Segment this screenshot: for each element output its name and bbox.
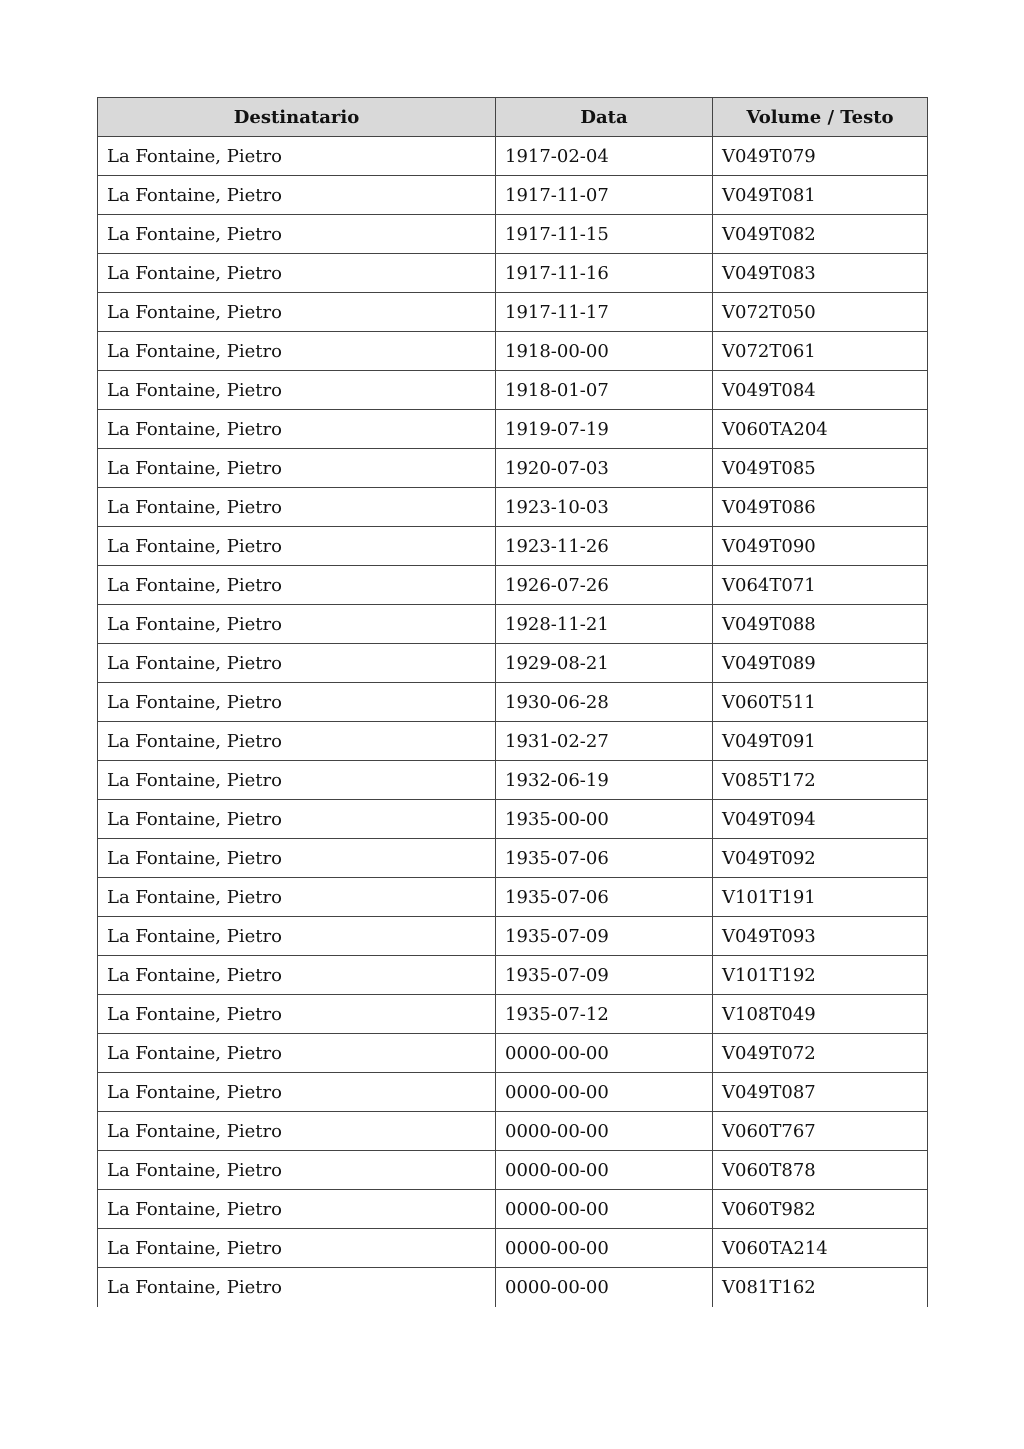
table-row xyxy=(98,1073,928,1112)
table-row xyxy=(98,371,928,410)
cell-volume-testo: V108T049 xyxy=(713,995,928,1034)
cell-volume-testo: V049T085 xyxy=(713,449,928,488)
table-row xyxy=(98,917,928,956)
cell-data: 0000-00-00 xyxy=(496,1034,713,1073)
cell-data: 1929-08-21 xyxy=(496,644,713,683)
cell-volume-testo: V101T192 xyxy=(713,956,928,995)
cell-volume-testo: V049T087 xyxy=(713,1073,928,1112)
cell-volume-testo: V085T172 xyxy=(713,761,928,800)
cell-volume-testo: V049T094 xyxy=(713,800,928,839)
cell-volume-testo: V049T088 xyxy=(713,605,928,644)
cell-data: 1935-00-00 xyxy=(496,800,713,839)
table-row xyxy=(98,956,928,995)
cell-destinatario: La Fontaine, Pietro xyxy=(98,1073,496,1112)
cell-destinatario: La Fontaine, Pietro xyxy=(98,800,496,839)
letters-table xyxy=(97,97,928,1307)
cell-destinatario: La Fontaine, Pietro xyxy=(98,527,496,566)
cell-data: 1917-11-07 xyxy=(496,176,713,215)
cell-volume-testo: V049T081 xyxy=(713,176,928,215)
cell-volume-testo: V049T072 xyxy=(713,1034,928,1073)
cell-data: 1917-11-17 xyxy=(496,293,713,332)
table-row xyxy=(98,254,928,293)
cell-destinatario: La Fontaine, Pietro xyxy=(98,605,496,644)
cell-destinatario: La Fontaine, Pietro xyxy=(98,332,496,371)
cell-volume-testo: V049T091 xyxy=(713,722,928,761)
cell-data: 0000-00-00 xyxy=(496,1073,713,1112)
cell-volume-testo: V064T071 xyxy=(713,566,928,605)
cell-destinatario: La Fontaine, Pietro xyxy=(98,1034,496,1073)
cell-volume-testo: V049T089 xyxy=(713,644,928,683)
cell-destinatario: La Fontaine, Pietro xyxy=(98,215,496,254)
cell-destinatario: La Fontaine, Pietro xyxy=(98,644,496,683)
table-row xyxy=(98,566,928,605)
cell-volume-testo: V060T982 xyxy=(713,1190,928,1229)
table-row xyxy=(98,527,928,566)
cell-destinatario: La Fontaine, Pietro xyxy=(98,137,496,176)
cell-data: 1917-11-16 xyxy=(496,254,713,293)
table-row xyxy=(98,722,928,761)
table-row xyxy=(98,1112,928,1151)
cell-data: 0000-00-00 xyxy=(496,1112,713,1151)
cell-data: 1918-00-00 xyxy=(496,332,713,371)
table-row xyxy=(98,1190,928,1229)
cell-destinatario: La Fontaine, Pietro xyxy=(98,1229,496,1268)
table-header xyxy=(98,98,928,137)
cell-destinatario: La Fontaine, Pietro xyxy=(98,839,496,878)
header-data: Data xyxy=(496,98,713,137)
table-row xyxy=(98,332,928,371)
cell-volume-testo: V049T079 xyxy=(713,137,928,176)
cell-volume-testo: V060T767 xyxy=(713,1112,928,1151)
cell-volume-testo: V049T086 xyxy=(713,488,928,527)
cell-volume-testo: V072T050 xyxy=(713,293,928,332)
table-row xyxy=(98,878,928,917)
table-row xyxy=(98,761,928,800)
cell-data: 0000-00-00 xyxy=(496,1268,713,1307)
cell-data: 1935-07-06 xyxy=(496,878,713,917)
cell-destinatario: La Fontaine, Pietro xyxy=(98,1151,496,1190)
cell-data: 1930-06-28 xyxy=(496,683,713,722)
cell-destinatario: La Fontaine, Pietro xyxy=(98,761,496,800)
header-destinatario: Destinatario xyxy=(98,98,496,137)
cell-data: 0000-00-00 xyxy=(496,1190,713,1229)
cell-volume-testo: V049T084 xyxy=(713,371,928,410)
cell-volume-testo: V049T093 xyxy=(713,917,928,956)
cell-volume-testo: V060T878 xyxy=(713,1151,928,1190)
table-row xyxy=(98,1034,928,1073)
table-row xyxy=(98,800,928,839)
cell-data: 1935-07-09 xyxy=(496,917,713,956)
cell-destinatario: La Fontaine, Pietro xyxy=(98,878,496,917)
table-row xyxy=(98,176,928,215)
cell-volume-testo: V060T511 xyxy=(713,683,928,722)
cell-destinatario: La Fontaine, Pietro xyxy=(98,410,496,449)
cell-data: 0000-00-00 xyxy=(496,1229,713,1268)
table-row xyxy=(98,410,928,449)
cell-destinatario: La Fontaine, Pietro xyxy=(98,722,496,761)
table-row xyxy=(98,215,928,254)
cell-destinatario: La Fontaine, Pietro xyxy=(98,956,496,995)
cell-volume-testo: V081T162 xyxy=(713,1268,928,1307)
table-row xyxy=(98,605,928,644)
cell-destinatario: La Fontaine, Pietro xyxy=(98,683,496,722)
cell-destinatario: La Fontaine, Pietro xyxy=(98,566,496,605)
cell-data: 1935-07-06 xyxy=(496,839,713,878)
table-row xyxy=(98,137,928,176)
cell-data: 1935-07-12 xyxy=(496,995,713,1034)
table-row xyxy=(98,995,928,1034)
cell-destinatario: La Fontaine, Pietro xyxy=(98,371,496,410)
cell-volume-testo: V049T090 xyxy=(713,527,928,566)
cell-volume-testo: V049T083 xyxy=(713,254,928,293)
cell-destinatario: La Fontaine, Pietro xyxy=(98,254,496,293)
table-row xyxy=(98,1151,928,1190)
cell-data: 1919-07-19 xyxy=(496,410,713,449)
header-volume-testo: Volume / Testo xyxy=(713,98,928,137)
cell-data: 1931-02-27 xyxy=(496,722,713,761)
table-row xyxy=(98,644,928,683)
table-row xyxy=(98,488,928,527)
cell-destinatario: La Fontaine, Pietro xyxy=(98,293,496,332)
cell-data: 1926-07-26 xyxy=(496,566,713,605)
cell-data: 1932-06-19 xyxy=(496,761,713,800)
cell-data: 1920-07-03 xyxy=(496,449,713,488)
cell-data: 1917-02-04 xyxy=(496,137,713,176)
table-row xyxy=(98,1268,928,1307)
table-row xyxy=(98,293,928,332)
table-row xyxy=(98,683,928,722)
header-row xyxy=(98,98,928,137)
cell-destinatario: La Fontaine, Pietro xyxy=(98,449,496,488)
cell-data: 1923-11-26 xyxy=(496,527,713,566)
cell-data: 1928-11-21 xyxy=(496,605,713,644)
cell-data: 1917-11-15 xyxy=(496,215,713,254)
cell-destinatario: La Fontaine, Pietro xyxy=(98,1268,496,1307)
cell-data: 1918-01-07 xyxy=(496,371,713,410)
cell-volume-testo: V072T061 xyxy=(713,332,928,371)
cell-destinatario: La Fontaine, Pietro xyxy=(98,1112,496,1151)
cell-volume-testo: V060TA204 xyxy=(713,410,928,449)
cell-destinatario: La Fontaine, Pietro xyxy=(98,1190,496,1229)
cell-volume-testo: V049T092 xyxy=(713,839,928,878)
cell-volume-testo: V060TA214 xyxy=(713,1229,928,1268)
cell-destinatario: La Fontaine, Pietro xyxy=(98,995,496,1034)
cell-destinatario: La Fontaine, Pietro xyxy=(98,176,496,215)
table-row xyxy=(98,839,928,878)
cell-data: 0000-00-00 xyxy=(496,1151,713,1190)
table-row xyxy=(98,449,928,488)
cell-data: 1923-10-03 xyxy=(496,488,713,527)
table-body xyxy=(98,137,928,1307)
table-row xyxy=(98,1229,928,1268)
cell-destinatario: La Fontaine, Pietro xyxy=(98,917,496,956)
cell-data: 1935-07-09 xyxy=(496,956,713,995)
cell-destinatario: La Fontaine, Pietro xyxy=(98,488,496,527)
cell-volume-testo: V101T191 xyxy=(713,878,928,917)
cell-volume-testo: V049T082 xyxy=(713,215,928,254)
